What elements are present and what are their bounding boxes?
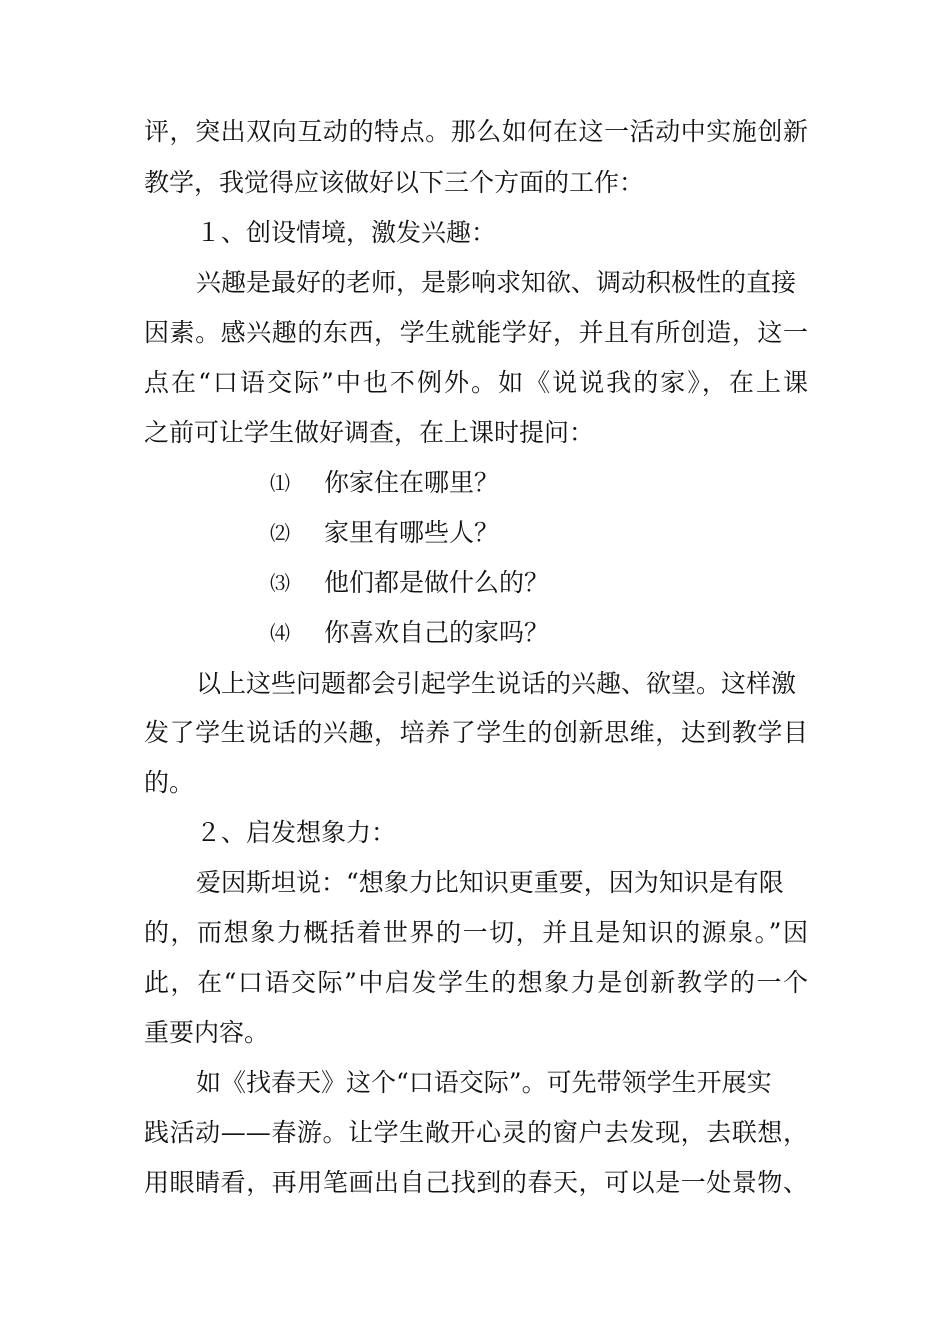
section-heading: ２、启发想象力：: [196, 818, 397, 847]
question-text: 他们都是做什么的？: [324, 568, 550, 597]
paragraph-line: 发了学生说话的兴趣，培养了学生的创新思维，达到教学目: [144, 718, 808, 747]
paragraph-line: 之前可让学生做好调查，在上课时提问：: [144, 418, 595, 447]
question-number: ⑵: [270, 521, 290, 545]
question-text: 你喜欢自己的家吗？: [324, 618, 550, 647]
paragraph-line: 如《找春天》这个“口语交际”。可先带领学生开展实: [196, 1068, 772, 1097]
paragraph-line: 以上这些问题都会引起学生说话的兴趣、欲望。这样激: [196, 669, 797, 698]
question-text: 你家住在哪里？: [324, 468, 500, 497]
question-number: ⑷: [270, 621, 290, 645]
question-text: 家里有哪些人？: [324, 518, 500, 547]
paragraph-line: 兴趣是最好的老师，是影响求知欲、调动积极性的直接: [196, 268, 797, 297]
paragraph-line: 的。: [144, 768, 195, 797]
paragraph-line: 教学，我觉得应该做好以下三个方面的工作：: [144, 168, 645, 197]
paragraph-line: 践活动——春游。让学生敞开心灵的窗户去发现，去联想，: [144, 1118, 808, 1147]
paragraph-line: 爱因斯坦说：“想象力比知识更重要，因为知识是有限: [196, 868, 784, 897]
paragraph-line: 因素。感兴趣的东西，学生就能学好，并且有所创造，这一: [144, 318, 808, 347]
paragraph-line: 重要内容。: [144, 1018, 270, 1047]
paragraph-line: 的，而想象力概括着世界的一切，并且是知识的源泉。”因: [144, 918, 808, 947]
question-number: ⑴: [270, 471, 290, 495]
paragraph-line: 点在“口语交际”中也不例外。如《说说我的家》，在上课: [144, 368, 808, 397]
section-heading: １、创设情境，激发兴趣：: [196, 218, 497, 247]
paragraph-line: 评，突出双向互动的特点。那么如何在这一活动中实施创新: [144, 117, 808, 146]
question-number: ⑶: [270, 571, 290, 595]
paragraph-line: 此，在“口语交际”中启发学生的想象力是创新教学的一个: [144, 968, 808, 997]
paragraph-line: 用眼睛看，再用笔画出自己找到的春天，可以是一处景物、: [144, 1168, 808, 1197]
